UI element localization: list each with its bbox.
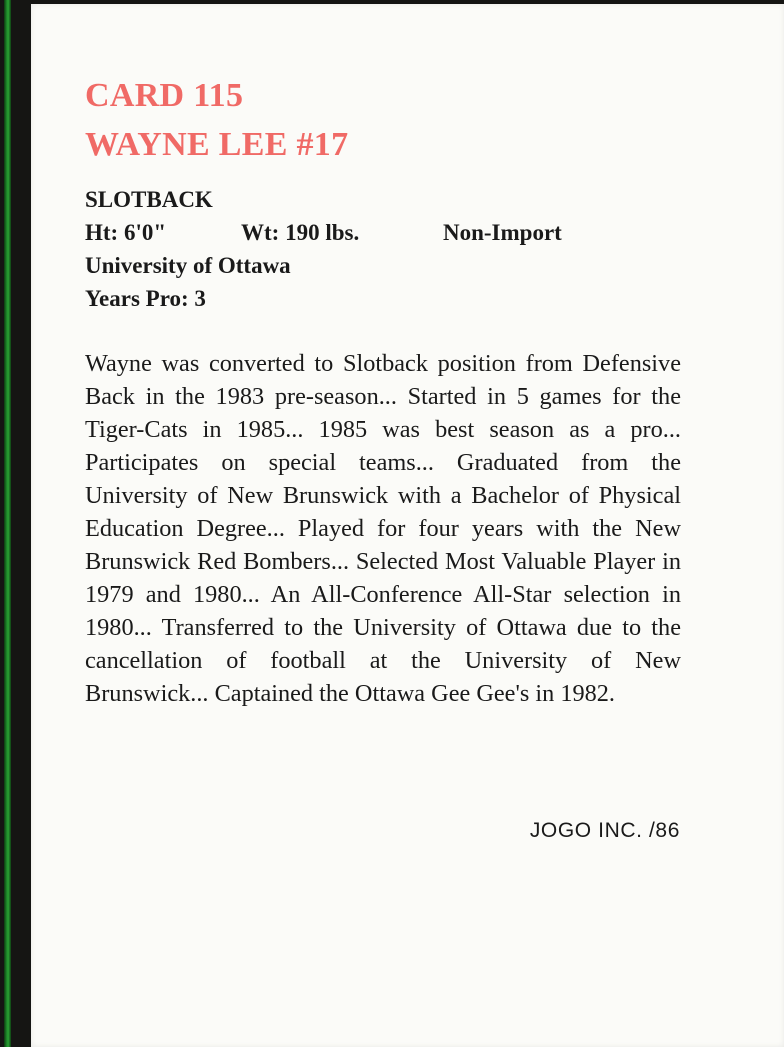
player-name: WAYNE LEE #17: [85, 126, 349, 163]
player-height: Ht: 6'0": [85, 220, 167, 245]
card-number: CARD 115: [85, 77, 244, 114]
player-bio: Wayne was converted to Slotback position from Defensive Back in the 1983 pre-season... Started in 5 games for the Tiger-Cats in 1985... 1985 was best season as a pro... Participates on special teams... Graduated from the University of New Brunswick with a Bachelor of Physical Education Degree... Played for four years with the New Brunswick Red Bombers... Selected Most Valuable Player in 1979 and 1980... An All-Conference All-Star selection in 1980... Transferred to the University of Ottawa due to the cancellation of football at the University of New Brunswick... Captained the Ottawa Gee Gee's in 1982.: [85, 350, 681, 707]
player-stats-row: [85, 217, 645, 248]
card-edge-border: [4, 0, 11, 1047]
player-position: SLOTBACK: [85, 187, 213, 212]
player-status: Non-Import: [443, 220, 562, 245]
copyright-notice: JOGO INC. /86: [529, 819, 680, 842]
player-weight: Wt: 190 lbs.: [241, 220, 360, 245]
player-college: University of Ottawa: [85, 253, 291, 278]
player-years-pro: Years Pro: 3: [85, 286, 206, 311]
